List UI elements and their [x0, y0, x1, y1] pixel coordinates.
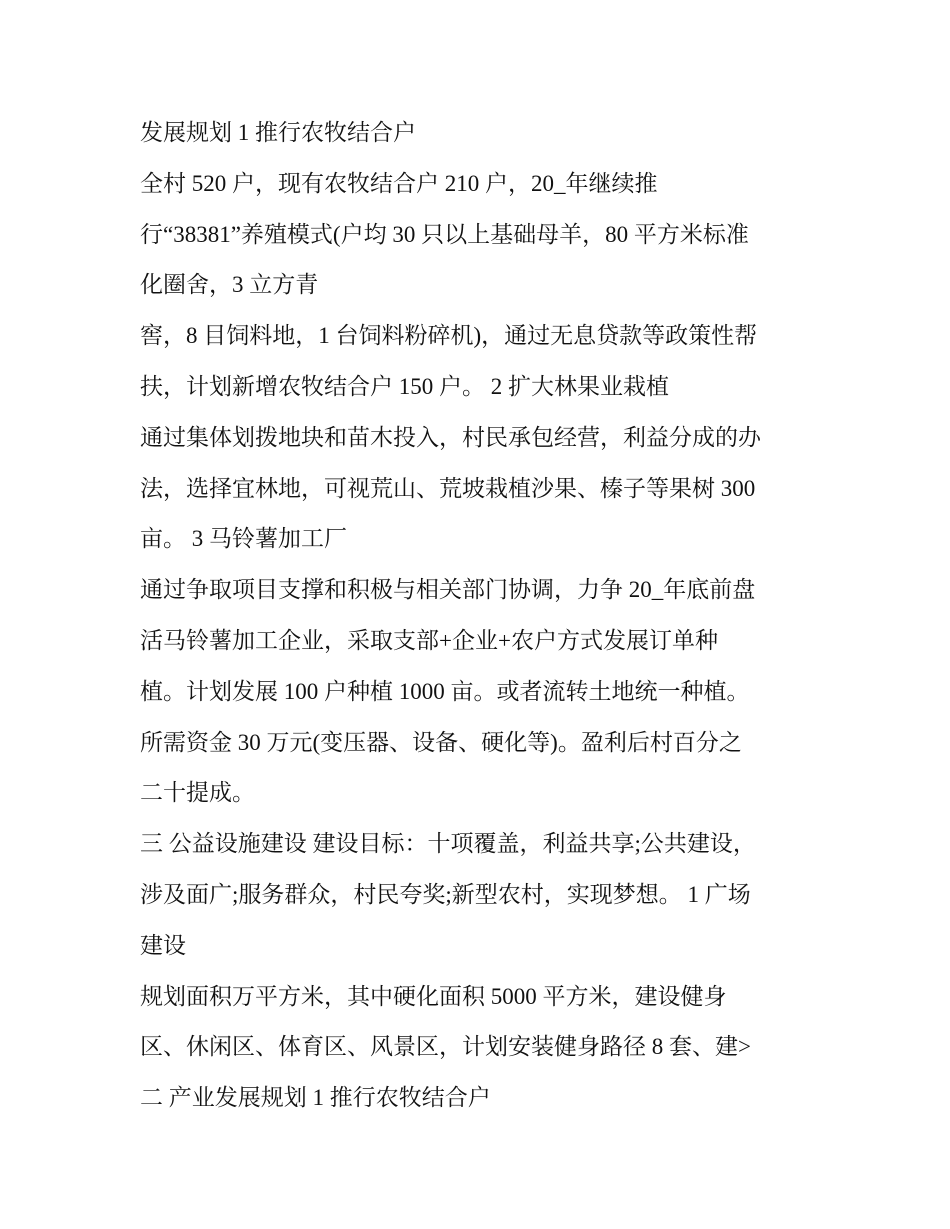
text-line: 二 产业发展规划 1 推行农牧结合户	[140, 1085, 491, 1111]
text-line: 建设	[140, 932, 186, 958]
text-line: 行“38381”养殖模式(户均 30 只以上基础母羊，80 平方米标准	[140, 221, 749, 247]
text-line: 活马铃薯加工企业，采取支部+企业+农户方式发展订单种	[140, 627, 718, 653]
text-line: 窖，8 目饲料地，1 台饲料粉碎机)，通过无息贷款等政策性帮	[140, 323, 758, 349]
text-line: 通过争取项目支撑和积极与相关部门协调，力争 20_年底前盘	[140, 577, 756, 603]
text-line: 通过集体划拨地块和苗木投入，村民承包经营，利益分成的办	[140, 424, 761, 450]
text-line: 化圈舍，3 立方青	[140, 272, 319, 298]
document-body	[140, 108, 830, 1124]
text-line: 所需资金 30 万元(变压器、设备、硬化等)。盈利后村百分之	[140, 729, 742, 755]
text-line: 植。计划发展 100 户种植 1000 亩。或者流转土地统一种植。	[140, 678, 750, 704]
text-line: 三 公益设施建设 建设目标：十项覆盖，利益共享;公共建设，	[140, 831, 756, 857]
text-line: 亩。 3 马铃薯加工厂	[140, 526, 347, 552]
text-line: 区、休闲区、体育区、风景区，计划安装健身路径 8 套、建>	[140, 1034, 751, 1060]
text-line: 扶，计划新增农牧结合户 150 户。 2 扩大林果业栽植	[140, 373, 669, 399]
text-line: 法，选择宜林地，可视荒山、荒坡栽植沙果、榛子等果树 300	[140, 475, 756, 501]
text-line: 发展规划 1 推行农牧结合户	[140, 120, 416, 145]
text-line: 涉及面广;服务群众，村民夸奖;新型农村，实现梦想。 1 广场	[140, 881, 751, 907]
text-line: 二十提成。	[140, 780, 255, 806]
text-line: 规划面积万平方米，其中硬化面积 5000 平方米，建设健身	[140, 983, 727, 1009]
text-line: 全村 520 户，现有农牧结合户 210 户，20_年继续推	[140, 170, 658, 196]
